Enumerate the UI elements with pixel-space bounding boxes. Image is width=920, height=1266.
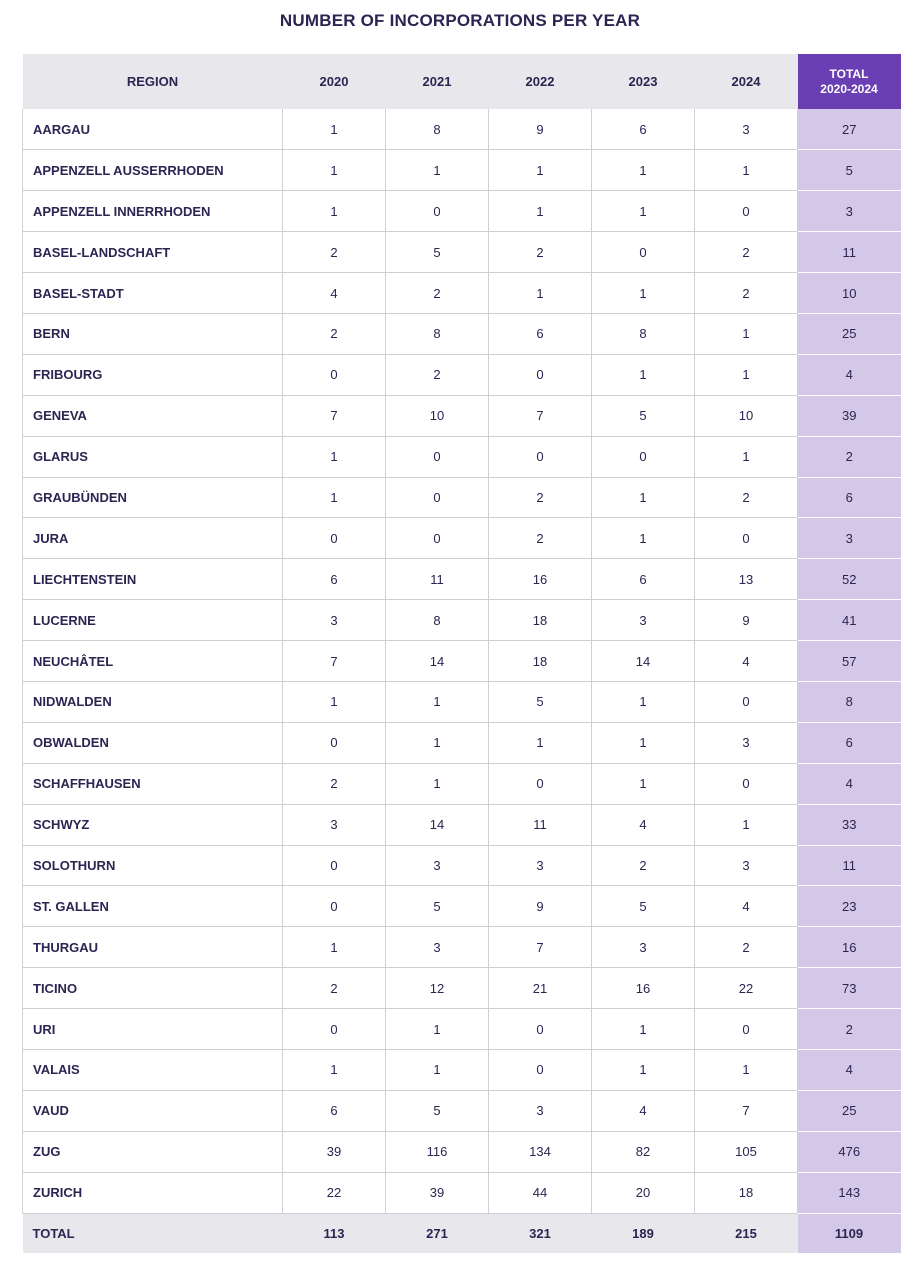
year-value-cell: 7 xyxy=(489,927,592,968)
year-value-cell: 1 xyxy=(592,1009,695,1050)
year-value-cell: 10 xyxy=(695,395,798,436)
row-total-cell: 4 xyxy=(798,763,901,804)
year-value-cell: 1 xyxy=(592,273,695,314)
row-total-cell: 476 xyxy=(798,1131,901,1172)
year-value-cell: 0 xyxy=(283,845,386,886)
region-cell: JURA xyxy=(23,518,283,559)
year-value-cell: 1 xyxy=(592,477,695,518)
region-cell: BASEL-STADT xyxy=(23,273,283,314)
year-value-cell: 5 xyxy=(386,886,489,927)
year-value-cell: 7 xyxy=(283,395,386,436)
year-value-cell: 11 xyxy=(386,559,489,600)
year-value-cell: 2 xyxy=(695,273,798,314)
table-row xyxy=(23,395,901,436)
row-total-cell: 2 xyxy=(798,1009,901,1050)
row-total-cell: 25 xyxy=(798,313,901,354)
region-cell: APPENZELL AUSSERRHODEN xyxy=(23,150,283,191)
year-value-cell: 82 xyxy=(592,1131,695,1172)
year-value-cell: 3 xyxy=(283,804,386,845)
table-row xyxy=(23,804,901,845)
year-value-cell: 8 xyxy=(386,109,489,150)
table-row xyxy=(23,559,901,600)
region-cell: VAUD xyxy=(23,1090,283,1131)
year-value-cell: 1 xyxy=(695,313,798,354)
year-column-header: 2021 xyxy=(386,54,489,109)
year-value-cell: 18 xyxy=(489,641,592,682)
year-value-cell: 4 xyxy=(592,804,695,845)
year-value-cell: 3 xyxy=(695,109,798,150)
row-total-cell: 57 xyxy=(798,641,901,682)
year-value-cell: 0 xyxy=(592,436,695,477)
year-value-cell: 1 xyxy=(283,191,386,232)
year-value-cell: 6 xyxy=(592,559,695,600)
year-value-cell: 2 xyxy=(283,763,386,804)
region-cell: NEUCHÂTEL xyxy=(23,641,283,682)
row-total-cell: 11 xyxy=(798,232,901,273)
year-value-cell: 4 xyxy=(283,273,386,314)
table-row xyxy=(23,968,901,1009)
total-header-line2: 2020-2024 xyxy=(820,81,878,96)
row-total-cell: 3 xyxy=(798,191,901,232)
year-value-cell: 1 xyxy=(386,1009,489,1050)
row-total-cell: 25 xyxy=(798,1090,901,1131)
row-total-cell: 8 xyxy=(798,681,901,722)
region-cell: ZURICH xyxy=(23,1172,283,1213)
region-column-header: REGION xyxy=(23,54,283,109)
year-value-cell: 22 xyxy=(283,1172,386,1213)
table-row xyxy=(23,313,901,354)
table-row xyxy=(23,477,901,518)
year-value-cell: 1 xyxy=(386,1049,489,1090)
year-value-cell: 0 xyxy=(283,722,386,763)
region-cell: AARGAU xyxy=(23,109,283,150)
year-value-cell: 10 xyxy=(386,395,489,436)
year-value-cell: 1 xyxy=(283,436,386,477)
year-value-cell: 1 xyxy=(695,1049,798,1090)
table-row xyxy=(23,681,901,722)
year-value-cell: 105 xyxy=(695,1131,798,1172)
year-value-cell: 1 xyxy=(283,681,386,722)
year-value-cell: 3 xyxy=(695,722,798,763)
year-value-cell: 2 xyxy=(489,518,592,559)
year-value-cell: 16 xyxy=(592,968,695,1009)
year-value-cell: 0 xyxy=(489,1049,592,1090)
table-row xyxy=(23,1131,901,1172)
region-cell: LUCERNE xyxy=(23,600,283,641)
table-header xyxy=(23,54,901,109)
region-cell: ZUG xyxy=(23,1131,283,1172)
year-value-cell: 1 xyxy=(695,354,798,395)
region-cell: GENEVA xyxy=(23,395,283,436)
row-total-cell: 52 xyxy=(798,559,901,600)
year-value-cell: 14 xyxy=(592,641,695,682)
year-value-cell: 0 xyxy=(386,518,489,559)
year-value-cell: 0 xyxy=(283,354,386,395)
total-header-line1: TOTAL xyxy=(829,66,869,81)
header-row xyxy=(23,54,901,109)
year-value-cell: 0 xyxy=(489,436,592,477)
year-value-cell: 18 xyxy=(695,1172,798,1213)
region-cell: TICINO xyxy=(23,968,283,1009)
row-total-cell: 6 xyxy=(798,722,901,763)
year-value-cell: 1 xyxy=(489,191,592,232)
year-value-cell: 1 xyxy=(695,150,798,191)
region-cell: ST. GALLEN xyxy=(23,886,283,927)
year-value-cell: 9 xyxy=(489,886,592,927)
year-value-cell: 2 xyxy=(386,354,489,395)
year-value-cell: 3 xyxy=(695,845,798,886)
region-cell: OBWALDEN xyxy=(23,722,283,763)
year-value-cell: 1 xyxy=(283,109,386,150)
table-row xyxy=(23,722,901,763)
year-value-cell: 0 xyxy=(695,191,798,232)
table-row xyxy=(23,436,901,477)
row-total-cell: 6 xyxy=(798,477,901,518)
table-row xyxy=(23,763,901,804)
table-row xyxy=(23,150,901,191)
table-row xyxy=(23,886,901,927)
year-value-cell: 16 xyxy=(489,559,592,600)
year-value-cell: 11 xyxy=(489,804,592,845)
table-row xyxy=(23,273,901,314)
row-total-cell: 3 xyxy=(798,518,901,559)
year-value-cell: 5 xyxy=(386,232,489,273)
region-cell: THURGAU xyxy=(23,927,283,968)
region-cell: SCHWYZ xyxy=(23,804,283,845)
year-value-cell: 2 xyxy=(489,477,592,518)
year-value-cell: 1 xyxy=(592,518,695,559)
region-cell: SOLOTHURN xyxy=(23,845,283,886)
year-value-cell: 7 xyxy=(489,395,592,436)
region-cell: LIECHTENSTEIN xyxy=(23,559,283,600)
total-row-value: 321 xyxy=(489,1213,592,1253)
year-value-cell: 1 xyxy=(283,927,386,968)
year-column-header: 2024 xyxy=(695,54,798,109)
year-value-cell: 0 xyxy=(489,763,592,804)
year-column-header: 2023 xyxy=(592,54,695,109)
year-value-cell: 0 xyxy=(283,886,386,927)
year-value-cell: 4 xyxy=(695,641,798,682)
table-row xyxy=(23,518,901,559)
year-value-cell: 1 xyxy=(283,1049,386,1090)
year-value-cell: 0 xyxy=(695,1009,798,1050)
year-value-cell: 2 xyxy=(695,477,798,518)
year-value-cell: 20 xyxy=(592,1172,695,1213)
year-value-cell: 1 xyxy=(283,477,386,518)
year-value-cell: 1 xyxy=(489,150,592,191)
region-cell: FRIBOURG xyxy=(23,354,283,395)
table-row xyxy=(23,600,901,641)
year-value-cell: 8 xyxy=(592,313,695,354)
year-value-cell: 0 xyxy=(283,518,386,559)
year-value-cell: 1 xyxy=(592,722,695,763)
year-value-cell: 1 xyxy=(592,150,695,191)
year-value-cell: 7 xyxy=(283,641,386,682)
year-value-cell: 2 xyxy=(283,968,386,1009)
region-cell: SCHAFFHAUSEN xyxy=(23,763,283,804)
year-value-cell: 0 xyxy=(489,1009,592,1050)
year-value-cell: 13 xyxy=(695,559,798,600)
year-value-cell: 8 xyxy=(386,313,489,354)
year-value-cell: 3 xyxy=(386,927,489,968)
total-row-value: 271 xyxy=(386,1213,489,1253)
year-value-cell: 1 xyxy=(592,681,695,722)
table-row xyxy=(23,1049,901,1090)
year-value-cell: 22 xyxy=(695,968,798,1009)
total-column-header xyxy=(798,54,901,109)
year-value-cell: 1 xyxy=(592,763,695,804)
year-value-cell: 39 xyxy=(283,1131,386,1172)
year-value-cell: 14 xyxy=(386,804,489,845)
region-cell: GRAUBÜNDEN xyxy=(23,477,283,518)
year-value-cell: 39 xyxy=(386,1172,489,1213)
year-value-cell: 0 xyxy=(386,191,489,232)
year-column-header: 2020 xyxy=(283,54,386,109)
table-row xyxy=(23,1009,901,1050)
year-value-cell: 14 xyxy=(386,641,489,682)
row-total-cell: 39 xyxy=(798,395,901,436)
year-value-cell: 9 xyxy=(695,600,798,641)
region-cell: GLARUS xyxy=(23,436,283,477)
year-value-cell: 1 xyxy=(386,763,489,804)
table-body xyxy=(23,109,901,1213)
year-value-cell: 6 xyxy=(283,1090,386,1131)
row-total-cell: 41 xyxy=(798,600,901,641)
year-value-cell: 0 xyxy=(386,436,489,477)
row-total-cell: 10 xyxy=(798,273,901,314)
row-total-cell: 5 xyxy=(798,150,901,191)
region-cell: NIDWALDEN xyxy=(23,681,283,722)
row-total-cell: 11 xyxy=(798,845,901,886)
year-value-cell: 4 xyxy=(592,1090,695,1131)
year-value-cell: 18 xyxy=(489,600,592,641)
table-row xyxy=(23,845,901,886)
page-title: NUMBER OF INCORPORATIONS PER YEAR xyxy=(279,11,641,30)
region-cell: VALAIS xyxy=(23,1049,283,1090)
region-cell: APPENZELL INNERRHODEN xyxy=(23,191,283,232)
year-column-header: 2022 xyxy=(489,54,592,109)
row-total-cell: 73 xyxy=(798,968,901,1009)
year-value-cell: 44 xyxy=(489,1172,592,1213)
table-row xyxy=(23,1172,901,1213)
year-value-cell: 4 xyxy=(695,886,798,927)
year-value-cell: 0 xyxy=(489,354,592,395)
year-value-cell: 5 xyxy=(489,681,592,722)
year-value-cell: 2 xyxy=(695,232,798,273)
table-row xyxy=(23,232,901,273)
year-value-cell: 0 xyxy=(386,477,489,518)
year-value-cell: 12 xyxy=(386,968,489,1009)
year-value-cell: 2 xyxy=(283,313,386,354)
year-value-cell: 7 xyxy=(695,1090,798,1131)
year-value-cell: 0 xyxy=(592,232,695,273)
year-value-cell: 1 xyxy=(592,1049,695,1090)
region-cell: BERN xyxy=(23,313,283,354)
year-value-cell: 1 xyxy=(592,191,695,232)
table-row xyxy=(23,641,901,682)
year-value-cell: 1 xyxy=(386,681,489,722)
year-value-cell: 3 xyxy=(592,927,695,968)
year-value-cell: 3 xyxy=(386,845,489,886)
year-value-cell: 0 xyxy=(283,1009,386,1050)
year-value-cell: 6 xyxy=(592,109,695,150)
row-total-cell: 4 xyxy=(798,1049,901,1090)
table-row xyxy=(23,191,901,232)
total-row-value: 215 xyxy=(695,1213,798,1253)
year-value-cell: 1 xyxy=(695,436,798,477)
row-total-cell: 33 xyxy=(798,804,901,845)
total-row xyxy=(23,1213,901,1253)
year-value-cell: 1 xyxy=(386,722,489,763)
year-value-cell: 2 xyxy=(695,927,798,968)
row-total-cell: 2 xyxy=(798,436,901,477)
year-value-cell: 1 xyxy=(386,150,489,191)
year-value-cell: 1 xyxy=(489,722,592,763)
year-value-cell: 3 xyxy=(283,600,386,641)
year-value-cell: 2 xyxy=(489,232,592,273)
year-value-cell: 1 xyxy=(489,273,592,314)
year-value-cell: 3 xyxy=(489,845,592,886)
year-value-cell: 0 xyxy=(695,681,798,722)
year-value-cell: 5 xyxy=(386,1090,489,1131)
year-value-cell: 2 xyxy=(386,273,489,314)
year-value-cell: 8 xyxy=(386,600,489,641)
row-total-cell: 27 xyxy=(798,109,901,150)
incorporations-table xyxy=(22,54,901,1253)
year-value-cell: 9 xyxy=(489,109,592,150)
year-value-cell: 5 xyxy=(592,886,695,927)
year-value-cell: 1 xyxy=(695,804,798,845)
year-value-cell: 3 xyxy=(489,1090,592,1131)
year-value-cell: 21 xyxy=(489,968,592,1009)
table-footer xyxy=(23,1213,901,1253)
table-row xyxy=(23,1090,901,1131)
total-row-label: TOTAL xyxy=(23,1213,283,1253)
table-row xyxy=(23,109,901,150)
table-row xyxy=(23,354,901,395)
year-value-cell: 1 xyxy=(283,150,386,191)
year-value-cell: 5 xyxy=(592,395,695,436)
grand-total-value: 1109 xyxy=(798,1213,901,1253)
region-cell: BASEL-LANDSCHAFT xyxy=(23,232,283,273)
year-value-cell: 0 xyxy=(695,763,798,804)
year-value-cell: 2 xyxy=(283,232,386,273)
row-total-cell: 16 xyxy=(798,927,901,968)
table-row xyxy=(23,927,901,968)
year-value-cell: 0 xyxy=(695,518,798,559)
year-value-cell: 3 xyxy=(592,600,695,641)
total-row-value: 113 xyxy=(283,1213,386,1253)
year-value-cell: 116 xyxy=(386,1131,489,1172)
year-value-cell: 2 xyxy=(592,845,695,886)
year-value-cell: 6 xyxy=(283,559,386,600)
region-cell: URI xyxy=(23,1009,283,1050)
row-total-cell: 4 xyxy=(798,354,901,395)
row-total-cell: 23 xyxy=(798,886,901,927)
total-row-value: 189 xyxy=(592,1213,695,1253)
row-total-cell: 143 xyxy=(798,1172,901,1213)
year-value-cell: 1 xyxy=(592,354,695,395)
year-value-cell: 6 xyxy=(489,313,592,354)
year-value-cell: 134 xyxy=(489,1131,592,1172)
